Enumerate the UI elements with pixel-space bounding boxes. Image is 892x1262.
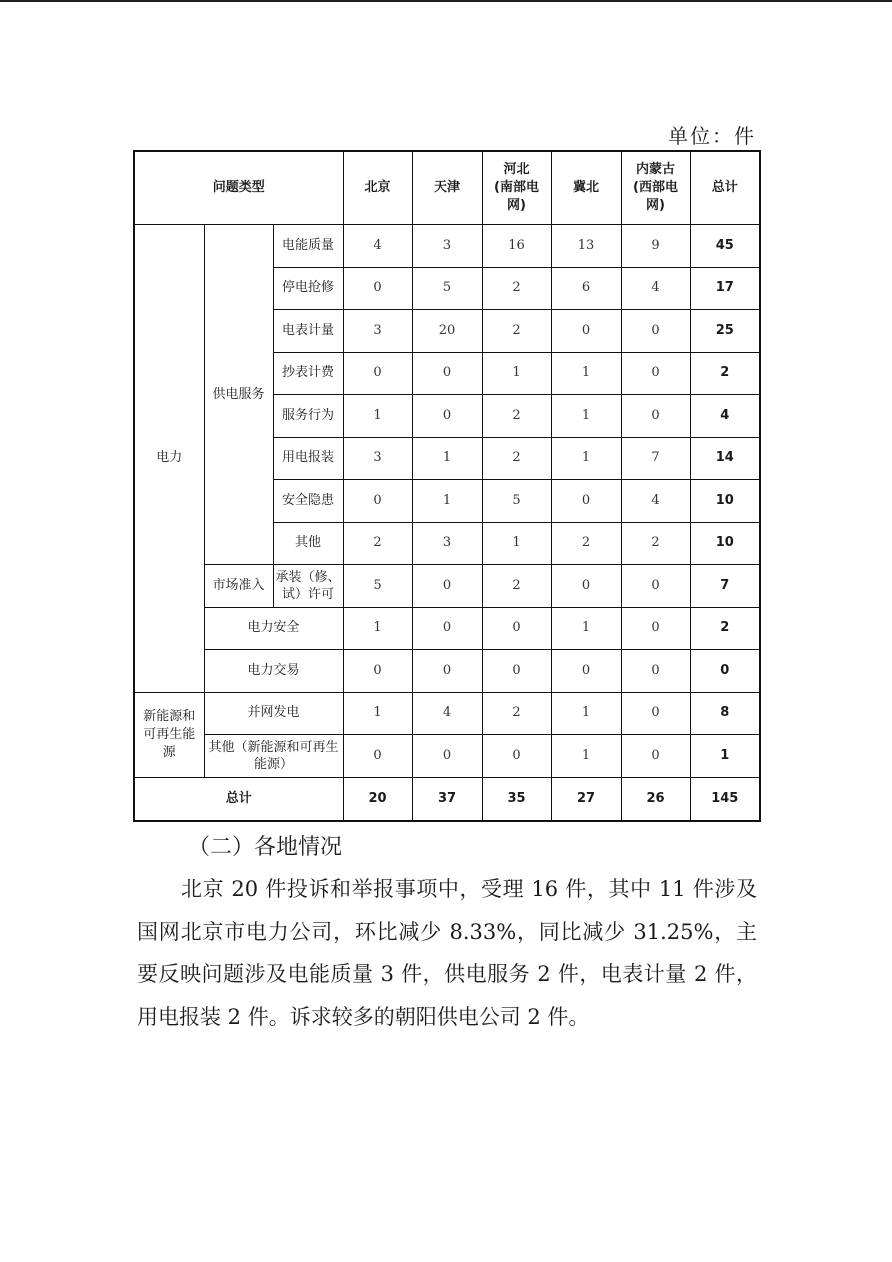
- row-total-cell: 10: [690, 480, 760, 523]
- value-cell: 0: [621, 735, 690, 778]
- header-neimenggu: 内蒙古 (西部电 网): [621, 151, 690, 225]
- row-total-cell: 17: [690, 267, 760, 310]
- value-cell: 2: [621, 522, 690, 565]
- row-total-cell: 7: [690, 565, 760, 608]
- value-cell: 0: [621, 565, 690, 608]
- grand-total-sum: 145: [690, 777, 760, 821]
- grand-total-value: 27: [551, 777, 621, 821]
- value-cell: 1: [482, 352, 551, 395]
- value-cell: 0: [621, 607, 690, 650]
- row-label: 并网发电: [204, 692, 343, 735]
- value-cell: 5: [482, 480, 551, 523]
- value-cell: 3: [343, 310, 412, 353]
- value-cell: 0: [621, 352, 690, 395]
- value-cell: 0: [343, 735, 412, 778]
- group-new-energy: 新能源和 可再生能 源: [134, 692, 204, 777]
- value-cell: 0: [343, 650, 412, 693]
- group-electric-power: 电力: [134, 225, 204, 693]
- row-total-cell: 0: [690, 650, 760, 693]
- group-power-supply-service: 供电服务: [204, 225, 273, 565]
- value-cell: 0: [551, 565, 621, 608]
- value-cell: 7: [621, 437, 690, 480]
- value-cell: 0: [482, 650, 551, 693]
- value-cell: 0: [412, 395, 482, 438]
- value-cell: 2: [482, 267, 551, 310]
- value-cell: 4: [412, 692, 482, 735]
- row-total-cell: 2: [690, 607, 760, 650]
- value-cell: 3: [412, 522, 482, 565]
- value-cell: 5: [343, 565, 412, 608]
- value-cell: 0: [551, 310, 621, 353]
- header-tianjin: 天津: [412, 151, 482, 225]
- row-label: 其他: [273, 522, 343, 565]
- header-problem-type: 问题类型: [134, 151, 343, 225]
- value-cell: 1: [343, 607, 412, 650]
- row-label: 电表计量: [273, 310, 343, 353]
- value-cell: 0: [412, 607, 482, 650]
- value-cell: 0: [551, 480, 621, 523]
- grand-total-value: 26: [621, 777, 690, 821]
- row-total-cell: 45: [690, 225, 760, 268]
- value-cell: 1: [551, 352, 621, 395]
- row-total-cell: 14: [690, 437, 760, 480]
- body-paragraph: 北京 20 件投诉和举报事项中，受理 16 件，其中 11 件涉及国网北京市电力公司，环比减少 8.33%，同比减少 31.25%，主要反映问题涉及电能质量 3 件，供电服务 2 件，电表计量 2 件，用电报装 2 件。诉求较多的朝阳供电公司 2 件。: [137, 877, 757, 1029]
- row-total-cell: 10: [690, 522, 760, 565]
- value-cell: 0: [412, 565, 482, 608]
- table-row: [134, 692, 760, 735]
- value-cell: 0: [482, 735, 551, 778]
- value-cell: 4: [621, 480, 690, 523]
- value-cell: 9: [621, 225, 690, 268]
- value-cell: 2: [343, 522, 412, 565]
- value-cell: 20: [412, 310, 482, 353]
- row-label: 承装（修、 试）许可: [273, 565, 343, 608]
- value-cell: 1: [551, 735, 621, 778]
- value-cell: 2: [482, 565, 551, 608]
- value-cell: 1: [412, 437, 482, 480]
- row-label: 停电抢修: [273, 267, 343, 310]
- grand-total-value: 35: [482, 777, 551, 821]
- value-cell: 3: [343, 437, 412, 480]
- row-label: 其他（新能源和可再生 能源）: [204, 735, 343, 778]
- table-row: [134, 225, 760, 268]
- row-label: 服务行为: [273, 395, 343, 438]
- row-label: 抄表计费: [273, 352, 343, 395]
- value-cell: 2: [551, 522, 621, 565]
- value-cell: 2: [482, 437, 551, 480]
- value-cell: 1: [343, 395, 412, 438]
- grand-total-value: 20: [343, 777, 412, 821]
- value-cell: 5: [412, 267, 482, 310]
- row-label: 安全隐患: [273, 480, 343, 523]
- value-cell: 0: [621, 650, 690, 693]
- page-top-rule: [0, 0, 892, 2]
- value-cell: 0: [621, 395, 690, 438]
- row-total-cell: 8: [690, 692, 760, 735]
- row-label: 电能质量: [273, 225, 343, 268]
- table-row: [134, 735, 760, 778]
- value-cell: 1: [551, 437, 621, 480]
- value-cell: 2: [482, 692, 551, 735]
- value-cell: 0: [343, 352, 412, 395]
- value-cell: 16: [482, 225, 551, 268]
- table-row: [134, 650, 760, 693]
- row-label: 电力安全: [204, 607, 343, 650]
- header-total: 总计: [690, 151, 760, 225]
- value-cell: 0: [482, 607, 551, 650]
- value-cell: 2: [482, 395, 551, 438]
- grand-total-label: 总计: [134, 777, 343, 821]
- value-cell: 4: [343, 225, 412, 268]
- value-cell: 1: [412, 480, 482, 523]
- value-cell: 1: [551, 692, 621, 735]
- table-row: [134, 565, 760, 608]
- row-total-cell: 25: [690, 310, 760, 353]
- value-cell: 0: [621, 310, 690, 353]
- row-total-cell: 4: [690, 395, 760, 438]
- table-row: [134, 607, 760, 650]
- complaint-statistics-table: [133, 150, 761, 822]
- header-hebei: 河北 (南部电 网): [482, 151, 551, 225]
- value-cell: 0: [621, 692, 690, 735]
- value-cell: 2: [482, 310, 551, 353]
- row-total-cell: 2: [690, 352, 760, 395]
- grand-total-value: 37: [412, 777, 482, 821]
- value-cell: 1: [482, 522, 551, 565]
- value-cell: 1: [551, 395, 621, 438]
- group-market-access: 市场准入: [204, 565, 273, 608]
- value-cell: 4: [621, 267, 690, 310]
- row-label: 电力交易: [204, 650, 343, 693]
- unit-label: 单位：件: [668, 124, 756, 148]
- header-row: [134, 151, 760, 225]
- header-beijing: 北京: [343, 151, 412, 225]
- value-cell: 0: [412, 650, 482, 693]
- grand-total-row: [134, 777, 760, 821]
- value-cell: 6: [551, 267, 621, 310]
- value-cell: 0: [343, 267, 412, 310]
- value-cell: 1: [551, 607, 621, 650]
- value-cell: 1: [343, 692, 412, 735]
- value-cell: 0: [412, 735, 482, 778]
- value-cell: 0: [551, 650, 621, 693]
- value-cell: 0: [343, 480, 412, 523]
- row-total-cell: 1: [690, 735, 760, 778]
- value-cell: 0: [412, 352, 482, 395]
- row-label: 用电报装: [273, 437, 343, 480]
- section-heading: （二）各地情况: [188, 835, 343, 860]
- value-cell: 13: [551, 225, 621, 268]
- value-cell: 3: [412, 225, 482, 268]
- header-jibei: 冀北: [551, 151, 621, 225]
